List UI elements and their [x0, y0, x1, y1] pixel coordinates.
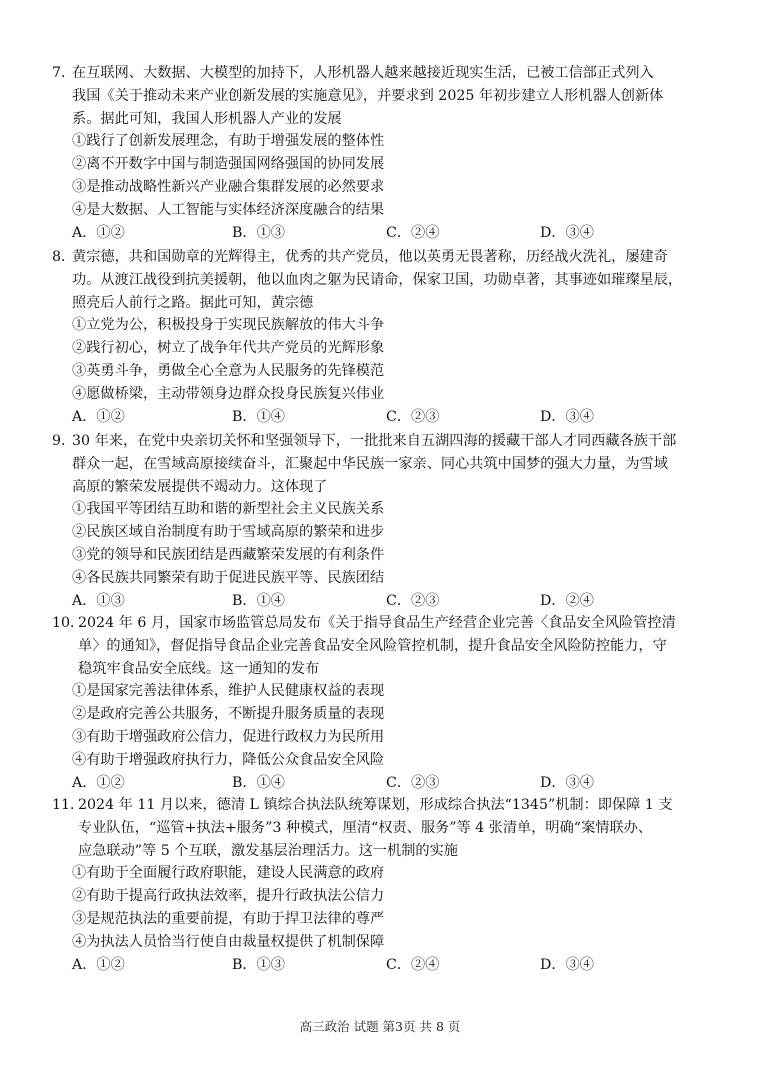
question-9 — [52, 430, 722, 612]
question-stem-line: 2024 年 6 月，国家市场监管总局发布《关于指导食品生产经营企业完善〈食品安全风险管控清 — [78, 615, 676, 631]
choice-d: D．③④ — [540, 224, 594, 241]
question-stem-line: 专业队伍，“巡管+执法+服务”3 种模式，厘清“权责、服务”等 4 张清单，明确“案情联办、 — [78, 819, 653, 836]
statement-option: ①践行了创新发展理念，有助于增强发展的整体性 — [72, 133, 385, 150]
question-number: 11． — [52, 797, 85, 813]
statement-option: ②民族区域自治制度有助于雪域高原的繁荣和进步 — [72, 524, 385, 541]
answer-choices — [52, 406, 722, 429]
statement-option: ②有助于提高行政执法效率，提升行政执法公信力 — [72, 888, 385, 905]
statement-option: ②践行初心，树立了战争年代共产党员的光辉形象 — [72, 340, 385, 357]
statement-option: ①我国平等团结互助和谐的新型社会主义民族关系 — [72, 501, 385, 518]
choice-c: C．②③ — [386, 408, 440, 425]
question-8 — [52, 246, 722, 428]
statement-option: ④各民族共同繁荣有助于促进民族平等、民族团结 — [72, 569, 385, 586]
choice-b: B．①③ — [232, 956, 285, 973]
question-number: 8． — [52, 249, 76, 265]
statement-option: ④有助于增强政府执行力，降低公众食品安全风险 — [72, 751, 385, 768]
question-7 — [52, 62, 722, 244]
choice-d: D．②④ — [540, 592, 594, 609]
answer-choices — [52, 590, 722, 613]
statement-option: ④愿做桥梁，主动带领身边群众投身民族复兴伟业 — [72, 385, 385, 402]
choice-d: D．③④ — [540, 408, 594, 425]
question-number: 7． — [52, 65, 76, 81]
choice-b: B．①④ — [232, 408, 285, 425]
statement-option: ②是政府完善公共服务，不断提升服务质量的表现 — [72, 706, 385, 723]
statement-option: ④为执法人员恰当行使自由裁量权提供了机制保障 — [72, 933, 385, 950]
choice-b: B．①④ — [232, 774, 285, 791]
choice-d: D．③④ — [540, 956, 594, 973]
question-number: 10． — [52, 615, 85, 631]
choice-b: B．①③ — [232, 224, 285, 241]
answer-choices — [52, 222, 722, 245]
statement-option: ③有助于增强政府公信力，促进行政权力为民所用 — [72, 728, 385, 745]
statement-option: ①是国家完善法律体系，维护人民健康权益的表现 — [72, 683, 385, 700]
statement-option: ③是推动战略性新兴产业融合集群发展的必然要求 — [72, 178, 385, 195]
choice-d: D．③④ — [540, 774, 594, 791]
statement-option: ③党的领导和民族团结是西藏繁荣发展的有利条件 — [72, 546, 385, 563]
question-stem-line: 我国《关于推动未来产业创新发展的实施意见》，并要求到 2025 年初步建立人形机器人创新体 — [72, 87, 664, 104]
statement-option: ②离不开数字中国与制造强国网络强国的协同发展 — [72, 156, 385, 173]
question-stem-line: 稳筑牢食品安全底线。这一通知的发布 — [78, 660, 320, 677]
statement-option: ③英勇斗争，勇做全心全意为人民服务的先锋模范 — [72, 362, 385, 379]
choice-a: A．①③ — [72, 592, 125, 609]
question-stem-line: 2024 年 11 月以来，德清 L 镇综合执法队统筹谋划，形成综合执法“1345”机制：即保障 1 支 — [78, 797, 673, 813]
question-stem-line: 单〉的通知》，督促指导食品企业完善食品安全风险管控机制，提升食品安全风险防控能力，守 — [78, 637, 667, 654]
choice-c: C．②③ — [386, 774, 440, 791]
answer-choices — [52, 772, 722, 795]
question-stem-line: 功。从渡江战役到抗美援朝，他以血肉之躯为民请命，保家卫国，功勋卓著，其事迹如璀璨星辰， — [72, 271, 683, 288]
question-stem-line: 应急联动”等 5 个互联，激发基层治理活力。这一机制的实施 — [78, 842, 458, 859]
choice-b: B．①④ — [232, 592, 285, 609]
statement-option: ①立党为公，积极投身于实现民族解放的伟大斗争 — [72, 317, 385, 334]
question-stem-line: 高原的繁荣发展提供不竭动力。这体现了 — [72, 478, 328, 495]
answer-choices — [52, 954, 722, 977]
choice-a: A．①② — [72, 774, 125, 791]
choice-a: A．①② — [72, 956, 125, 973]
question-number: 9． — [52, 433, 76, 449]
question-stem-line: 群众一起，在雪域高原接续奋斗，汇聚起中华民族一家亲、同心共筑中国梦的强大力量，为雪域 — [72, 455, 668, 472]
question-stem-line: 黄宗德，共和国勋章的光辉得主，优秀的共产党员，他以英勇无畏著称，历经战火洗礼，屡建奇 — [72, 249, 668, 265]
statement-option: ③是规范执法的重要前提，有助于捍卫法律的尊严 — [72, 910, 385, 927]
question-stem-line: 30 年来，在党中央亲切关怀和坚强领导下，一批批来自五湖四海的援藏干部人才同西藏各族干部 — [72, 433, 677, 449]
question-10 — [52, 612, 722, 794]
question-stem-line: 系。据此可知，我国人形机器人产业的发展 — [72, 110, 342, 127]
choice-c: C．②③ — [386, 592, 440, 609]
choice-c: C．②④ — [386, 224, 440, 241]
statement-option: ①有助于全面履行政府职能，建设人民满意的政府 — [72, 865, 385, 882]
question-11 — [52, 794, 722, 976]
statement-option: ④是大数据、人工智能与实体经济深度融合的结果 — [72, 201, 385, 218]
choice-a: A．①② — [72, 224, 125, 241]
page-footer: 高三政治 试题 第3页 共 8 页 — [299, 1019, 461, 1034]
question-stem-line: 在互联网、大数据、大模型的加持下，人形机器人越来越接近现实生活，已被工信部正式列入 — [72, 65, 654, 81]
choice-a: A．①② — [72, 408, 125, 425]
question-stem-line: 照亮后人前行之路。据此可知，黄宗德 — [72, 294, 314, 311]
choice-c: C．②④ — [386, 956, 440, 973]
